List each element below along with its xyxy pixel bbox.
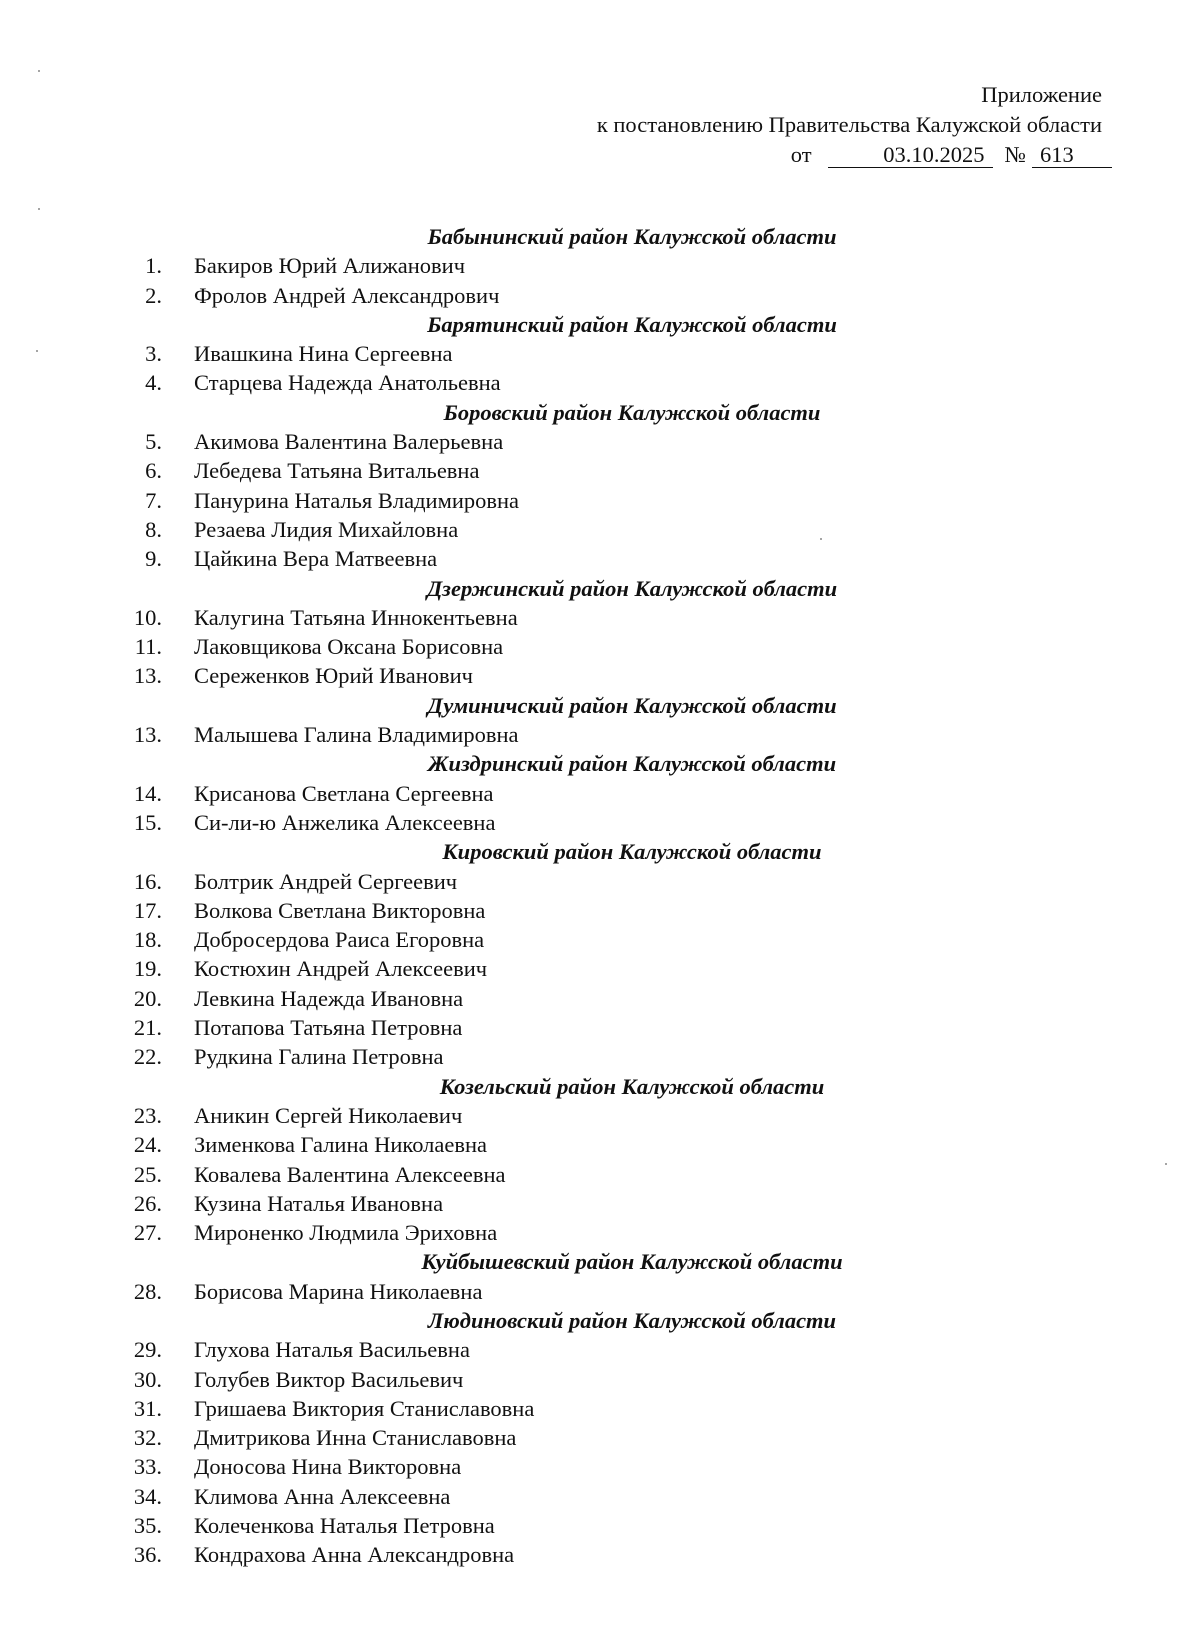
number-sign: № (1004, 142, 1026, 167)
list-item (0, 1423, 1200, 1452)
list-item (0, 1452, 1200, 1481)
person-name: Левкина Надежда Ивановна (194, 985, 464, 1011)
list-item (0, 1482, 1200, 1511)
item-number: 26. (133, 1190, 162, 1216)
item-number: 21. (133, 1015, 162, 1041)
scan-speck (36, 350, 38, 352)
list-item (0, 281, 1200, 310)
person-name: Старцева Надежда Анатольевна (194, 370, 501, 396)
decree-date-line (597, 140, 1102, 170)
item-number: 25. (133, 1161, 162, 1187)
list-item (0, 544, 1200, 573)
item-number: 1. (145, 253, 162, 279)
list-item (0, 661, 1200, 690)
person-name: Лаковщикова Оксана Борисовна (194, 634, 504, 660)
item-number: 8. (145, 516, 162, 542)
item-number: 3. (145, 341, 162, 367)
person-name: Цайкина Вера Матвеевна (194, 546, 438, 572)
scan-speck (38, 208, 40, 210)
person-name: Аникин Сергей Николаевич (194, 1102, 463, 1128)
person-name: Малышева Галина Владимировна (194, 722, 519, 748)
scan-speck (820, 538, 822, 540)
scan-speck (1165, 1163, 1167, 1165)
person-name: Бакиров Юрий Алижанович (194, 253, 466, 279)
item-number: 18. (133, 927, 162, 953)
list-item (0, 339, 1200, 368)
person-name: Климова Анна Алексеевна (194, 1483, 451, 1509)
person-name: Мироненко Людмила Эриховна (194, 1220, 498, 1246)
item-number: 34. (133, 1483, 162, 1509)
item-number: 20. (133, 985, 162, 1011)
person-name: Потапова Татьяна Петровна (194, 1015, 463, 1041)
list-item (0, 1335, 1200, 1364)
decree-number: 613 (1032, 143, 1112, 168)
person-name: Голубев Виктор Васильевич (194, 1366, 464, 1392)
list-item (0, 954, 1200, 983)
person-name: Фролов Андрей Александрович (194, 282, 500, 308)
person-name: Болтрик Андрей Сергеевич (194, 868, 458, 894)
list-item (0, 632, 1200, 661)
district-heading: Людиновский район Калужской области (427, 1307, 837, 1333)
list-item (0, 1101, 1200, 1130)
item-number: 17. (133, 897, 162, 923)
list-item (0, 603, 1200, 632)
item-number: 28. (133, 1278, 162, 1304)
item-number: 23. (133, 1102, 162, 1128)
item-number: 22. (133, 1044, 162, 1070)
list-item (0, 808, 1200, 837)
item-number: 9. (145, 546, 162, 572)
district-heading: Козельский район Калужской области (439, 1073, 825, 1099)
item-number: 31. (133, 1395, 162, 1421)
item-number: 27. (133, 1220, 162, 1246)
list-item (0, 867, 1200, 896)
person-name: Зименкова Галина Николаевна (194, 1132, 487, 1158)
list-item (0, 1511, 1200, 1540)
item-number: 36. (133, 1542, 162, 1568)
list-item (0, 1218, 1200, 1247)
list-item (0, 251, 1200, 280)
district-heading: Боровский район Калужской области (443, 399, 821, 425)
date-prefix: от (790, 142, 812, 167)
appendix-header (597, 80, 1102, 170)
appendix-subtitle: к постановлению Правительства Калужской области (596, 112, 1102, 137)
item-number: 13. (133, 663, 162, 689)
item-number: 10. (133, 604, 162, 630)
district-heading: Куйбышевский район Калужской области (421, 1249, 843, 1275)
item-number: 7. (145, 487, 162, 513)
list-item (0, 368, 1200, 397)
person-name: Добросердова Раиса Егоровна (194, 927, 485, 953)
item-number: 6. (145, 458, 162, 484)
person-name: Костюхин Андрей Алексеевич (194, 956, 488, 982)
list-item (0, 1160, 1200, 1189)
person-name: Гришаева Виктория Станиславовна (194, 1395, 535, 1421)
item-number: 16. (133, 868, 162, 894)
list-item (0, 779, 1200, 808)
item-number: 30. (133, 1366, 162, 1392)
person-name: Дмитрикова Инна Станиславовна (194, 1425, 517, 1451)
appendix-title: Приложение (981, 82, 1102, 107)
list-item (0, 896, 1200, 925)
person-name: Крисанова Светлана Сергеевна (194, 780, 494, 806)
list-item (0, 1277, 1200, 1306)
list-item (0, 515, 1200, 544)
list-item (0, 1130, 1200, 1159)
item-number: 14. (133, 780, 162, 806)
person-name: Си-ли-ю Анжелика Алексеевна (194, 809, 496, 835)
person-name: Лебедева Татьяна Витальевна (194, 458, 480, 484)
district-heading: Дзержинский район Калужской области (426, 575, 838, 601)
item-number: 29. (133, 1337, 162, 1363)
person-name: Волкова Светлана Викторовна (194, 897, 486, 923)
person-name: Рудкина Галина Петровна (194, 1044, 444, 1070)
person-name: Колеченкова Наталья Петровна (194, 1513, 495, 1539)
list-item (0, 427, 1200, 456)
list-item (0, 1394, 1200, 1423)
person-name: Кузина Наталья Ивановна (194, 1190, 444, 1216)
person-name: Панурина Наталья Владимировна (194, 487, 520, 513)
person-name: Кондрахова Анна Александровна (194, 1542, 515, 1568)
list-item (0, 1013, 1200, 1042)
list-item (0, 456, 1200, 485)
scan-speck (38, 70, 40, 72)
person-name: Ковалева Валентина Алексеевна (194, 1161, 506, 1187)
list-item (0, 925, 1200, 954)
person-name: Сереженков Юрий Иванович (194, 663, 473, 689)
person-name: Резаева Лидия Михайловна (194, 516, 459, 542)
item-number: 15. (133, 809, 162, 835)
item-number: 13. (133, 722, 162, 748)
district-heading: Жиздринский район Калужской области (427, 751, 837, 777)
list-item (0, 486, 1200, 515)
list-item (0, 1365, 1200, 1394)
decree-date: 03.10.2025 (828, 143, 993, 168)
list-item (0, 984, 1200, 1013)
district-heading: Кировский район Калужской области (442, 839, 822, 865)
person-name: Глухова Наталья Васильевна (194, 1337, 470, 1363)
district-heading: Думиничский район Калужской области (427, 692, 837, 718)
person-name: Доносова Нина Викторовна (194, 1454, 462, 1480)
item-number: 35. (133, 1513, 162, 1539)
person-name: Акимова Валентина Валерьевна (194, 429, 504, 455)
list-item (0, 1189, 1200, 1218)
item-number: 4. (145, 370, 162, 396)
item-number: 32. (133, 1425, 162, 1451)
list-item (0, 1540, 1200, 1569)
person-name: Борисова Марина Николаевна (194, 1278, 483, 1304)
item-number: 33. (133, 1454, 162, 1480)
district-list (0, 222, 1200, 1570)
person-name: Калугина Татьяна Иннокентьевна (194, 604, 518, 630)
item-number: 5. (145, 429, 162, 455)
list-item (0, 1042, 1200, 1071)
district-heading: Бабынинский район Калужской области (427, 224, 837, 249)
item-number: 19. (133, 956, 162, 982)
item-number: 11. (134, 634, 162, 660)
item-number: 24. (133, 1132, 162, 1158)
district-heading: Барятинский район Калужской области (427, 311, 837, 337)
list-item (0, 720, 1200, 749)
item-number: 2. (145, 282, 162, 308)
person-name: Ивашкина Нина Сергеевна (194, 341, 453, 367)
